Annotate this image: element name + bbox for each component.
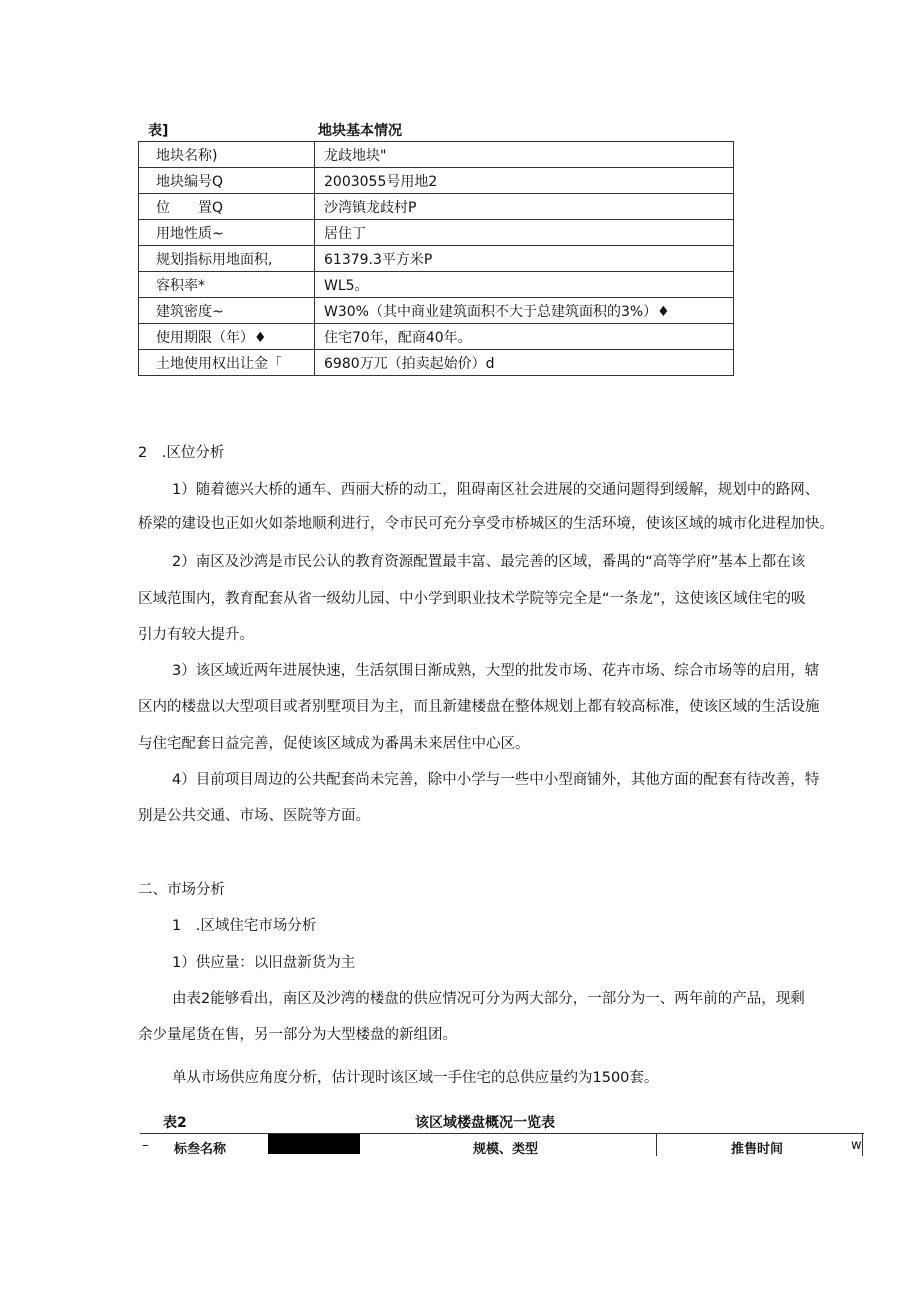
row-value: 61379.3平方米P — [315, 246, 734, 272]
table2-divider — [656, 1134, 657, 1156]
paragraph: 引力有较大提升。 — [138, 627, 254, 643]
row-key: 使用期限（年）♦ — [139, 324, 315, 350]
paragraph: 4）目前项目周边的公共配套尚未完善，除中小学与一些中小型商铺外，其他方面的配套有待改善，特 — [172, 772, 820, 788]
row-value: 沙湾镇龙歧村P — [315, 194, 734, 220]
row-value: 居住丁 — [315, 220, 734, 246]
subheading: 1）供应量：以旧盘新货为主 — [172, 955, 356, 971]
land-info-table — [138, 141, 734, 376]
table-row — [139, 246, 734, 272]
paragraph: 桥梁的建设也正如火如荼地顺利进行，令市民可充分享受市桥城区的生活环境，使该区域的城市化进程加快。 — [138, 516, 834, 532]
row-key: 地块名称) — [139, 142, 315, 168]
table1-title: 地块基本情况 — [318, 123, 402, 139]
paragraph: 3）该区域近两年进展快速，生活氛围日渐成熟，大型的批发市场、花卉市场、综合市场等的启用，辖 — [172, 663, 820, 679]
table-row — [139, 142, 734, 168]
table2-col-name: 标叁名称 — [174, 1142, 227, 1157]
paragraph: 区内的楼盘以大型项目或者别墅项目为主，而且新建楼盘在整体规划上都有较高标准，使该区域的生活设施 — [138, 699, 820, 715]
row-key: 规划指标用地面积, — [139, 246, 315, 272]
row-value: 龙歧地块" — [315, 142, 734, 168]
row-value: W30%（其中商业建筑面积不大于总建筑面积的3%）♦ — [315, 298, 734, 324]
section-location-heading: 2 .区位分析 — [138, 445, 225, 461]
table2-title: 该区域楼盘概况一览表 — [415, 1115, 555, 1131]
paragraph: 1）随着德兴大桥的通车、西丽大桥的动工，阻碍南区社会进展的交通问题得到缓解，规划中的路网、 — [172, 482, 820, 498]
table-row — [139, 272, 734, 298]
table-row — [139, 168, 734, 194]
paragraph: 别是公共交通、市场、医院等方面。 — [138, 808, 370, 824]
table-row — [139, 194, 734, 220]
table2-label: 表2 — [163, 1115, 187, 1131]
paragraph: 区域范围内，教育配套从省一级幼儿园、中小学到职业技术学院等完全是“一条龙”，这使该区域住宅的吸 — [138, 591, 806, 607]
subheading: 1 .区域住宅市场分析 — [172, 918, 317, 934]
paragraph: 2）南区及沙湾是市民公认的教育资源配置最丰富、最完善的区域，番禺的“高等学府”基本上都在该 — [172, 554, 806, 570]
row-value: WL5。 — [315, 272, 734, 298]
paragraph: 与住宅配套日益完善，促使该区域成为番禺未来居住中心区。 — [138, 736, 530, 752]
section-market-heading: 二、市场分析 — [138, 882, 225, 898]
row-value: 2003055号用地2 — [315, 168, 734, 194]
paragraph: 余少量尾货在售，另一部分为大型楼盘的新组团。 — [138, 1027, 457, 1043]
table2-caption — [0, 1112, 920, 1134]
row-key: 位 置Q — [139, 194, 315, 220]
table2-col-time: 推售时间 — [731, 1142, 784, 1157]
row-value: 6980万兀（拍卖起始价）d — [315, 350, 734, 376]
table-row — [139, 298, 734, 324]
row-key: 地块编号Q — [139, 168, 315, 194]
table1-label: 表] — [148, 123, 169, 139]
row-key: 容积率* — [139, 272, 315, 298]
row-key: 土地使用权出让金「 — [139, 350, 315, 376]
row-value: 住宅70年，配商40年。 — [315, 324, 734, 350]
table-row — [139, 350, 734, 376]
table2-tail: w — [851, 1138, 862, 1153]
table2-dash: – — [142, 1138, 149, 1153]
paragraph: 由表2能够看出，南区及沙湾的楼盘的供应情况可分为两大部分，一部分为一、两年前的产品，现剩 — [172, 991, 805, 1007]
paragraph: 单从市场供应角度分析，估计现时该区域一手住宅的总供应量约为1500套。 — [172, 1070, 659, 1086]
table2-header-row — [140, 1133, 864, 1156]
table2-divider — [862, 1134, 863, 1156]
table1-caption — [148, 120, 448, 140]
table-row — [139, 324, 734, 350]
redaction-block — [268, 1134, 360, 1154]
row-key: 建筑密度~ — [139, 298, 315, 324]
row-key: 用地性质~ — [139, 220, 315, 246]
table-row — [139, 220, 734, 246]
table2-col-scale: 规模、类型 — [473, 1142, 539, 1157]
